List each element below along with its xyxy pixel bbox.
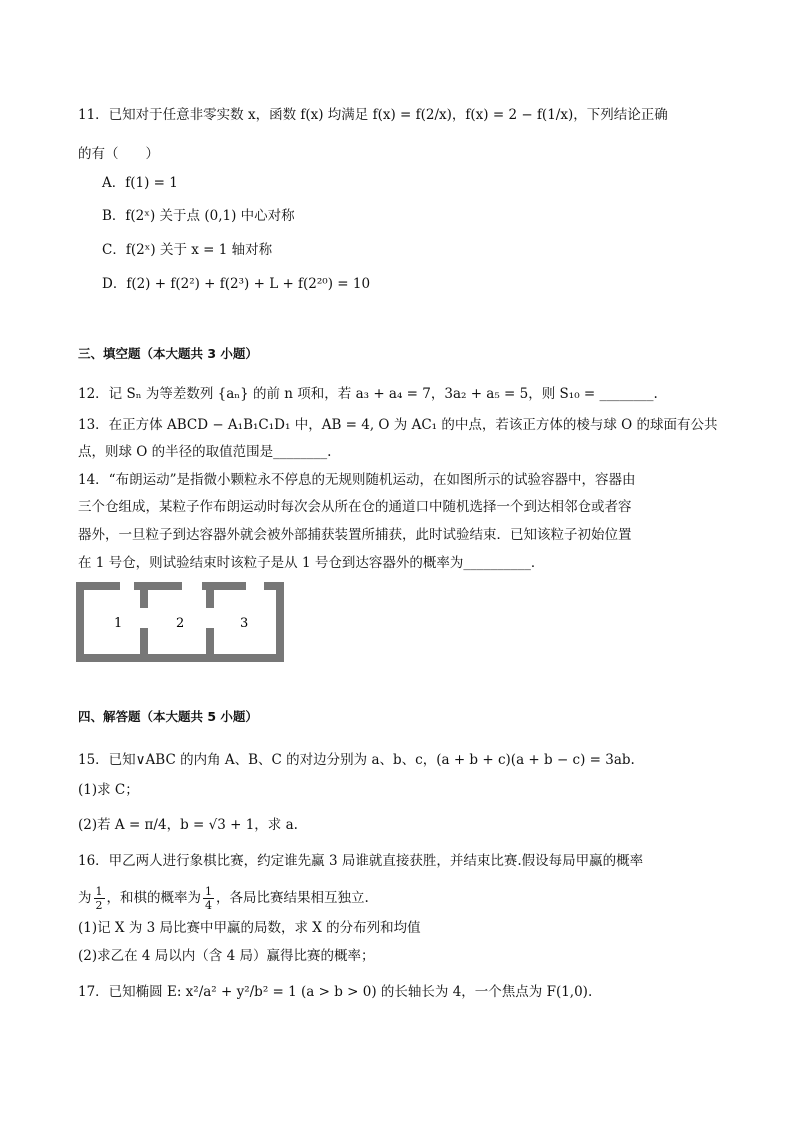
q11-option-d: D．f(2) + f(2²) + f(2³) + L + f(2²⁰) = 10 (102, 276, 371, 292)
q15-line1: 15．已知∨ABC 的内角 A、B、C 的对边分别为 a、b、c，(a + b + c)(a + b − c) = 3ab. (78, 752, 635, 768)
q15-part2: (2)若 A = π/4，b = √3 + 1，求 a. (78, 817, 298, 833)
q11-option-b: B．f(2ˣ) 关于点 (0,1) 中心对称 (102, 208, 295, 224)
partition-upper-1 (140, 582, 148, 608)
q16-line2-a: 为 (78, 890, 92, 906)
q16-line1: 16．甲乙两人进行象棋比赛，约定谁先赢 3 局谁就直接获胜，并结束比赛.假设每局甲赢的概率 (78, 853, 644, 869)
wall-bottom (76, 654, 284, 662)
section-heading-answers: 四、解答题（本大题共 5 小题） (78, 709, 258, 724)
q15-part1: (1)求 C； (78, 782, 139, 798)
q13-line2: 点，则球 O 的半径的取值范围是________. (78, 444, 332, 460)
q14-line1: 14．“布朗运动”是指微小颗粒永不停息的无规则随机运动，在如图所示的试验容器中，容器由 (78, 472, 636, 488)
hook-left (76, 582, 84, 600)
q13-line1: 13．在正方体 ABCD − A₁B₁C₁D₁ 中，AB = 4, O 为 AC₁ 的中点，若该正方体的棱与球 O 的球面有公共 (78, 417, 718, 433)
partition-lower-2 (206, 628, 214, 658)
wall-right (276, 582, 284, 662)
chamber-label-2: 2 (176, 616, 185, 631)
container-diagram (76, 582, 286, 664)
q14-line3: 器外，一旦粒子到达容器外就会被外部捕获装置所捕获，此时试验结束．已知该粒子初始位置 (78, 527, 632, 543)
chamber-label-1: 1 (114, 616, 123, 631)
fraction-num: 1 (205, 885, 212, 898)
q12-text: 12．记 Sₙ 为等差数列 {aₙ} 的前 n 项和，若 a₃ + a₄ = 7，3a₂ + a₅ = 5，则 S₁₀ = ________. (78, 386, 658, 402)
q16-line2-c: ，各局比赛结果相互独立. (216, 890, 369, 906)
fraction-one-half (94, 885, 105, 912)
q14-line4: 在 1 号仓，则试验结束时该粒子是从 1 号仓到达容器外的概率为__________． (78, 555, 545, 571)
q11-option-a: A．f(1) = 1 (102, 175, 178, 191)
fraction-den: 2 (95, 899, 103, 912)
q16-part2: (2)求乙在 4 局以内（含 4 局）赢得比赛的概率； (78, 948, 375, 964)
fraction-num: 1 (95, 885, 103, 898)
q16-part1: (1)记 X 为 3 局比赛中甲赢的局数，求 X 的分布列和均值 (78, 920, 421, 936)
fraction-one-quarter (203, 885, 214, 912)
q11-option-c: C．f(2ˣ) 关于 x = 1 轴对称 (102, 242, 273, 258)
q14-line2: 三个仓组成，某粒子作布朗运动时每次会从所在仓的通道口中随机选择一个到达相邻仓或者容 (78, 499, 632, 515)
q11-stem-line1: 11．已知对于任意非零实数 x，函数 f(x) 均满足 f(x) = f(2/x)，f(x) = 2 − f(1/x)，下列结论正确 (78, 107, 668, 123)
partition-upper-2 (206, 582, 214, 608)
fraction-den: 4 (205, 899, 212, 912)
section-heading-fill-in: 三、填空题（本大题共 3 小题） (78, 346, 258, 361)
partition-lower-1 (140, 628, 148, 658)
q11-stem-line2: 的有（ ） (78, 146, 159, 162)
q16-line2-b: ，和棋的概率为 (106, 890, 201, 906)
q16-line2 (78, 885, 369, 912)
chamber-label-3: 3 (240, 616, 249, 631)
q17-text: 17．已知椭圆 E: x²/a² + y²/b² = 1 (a > b > 0) 的长轴长为 4，一个焦点为 F(1,0). (78, 984, 593, 1000)
